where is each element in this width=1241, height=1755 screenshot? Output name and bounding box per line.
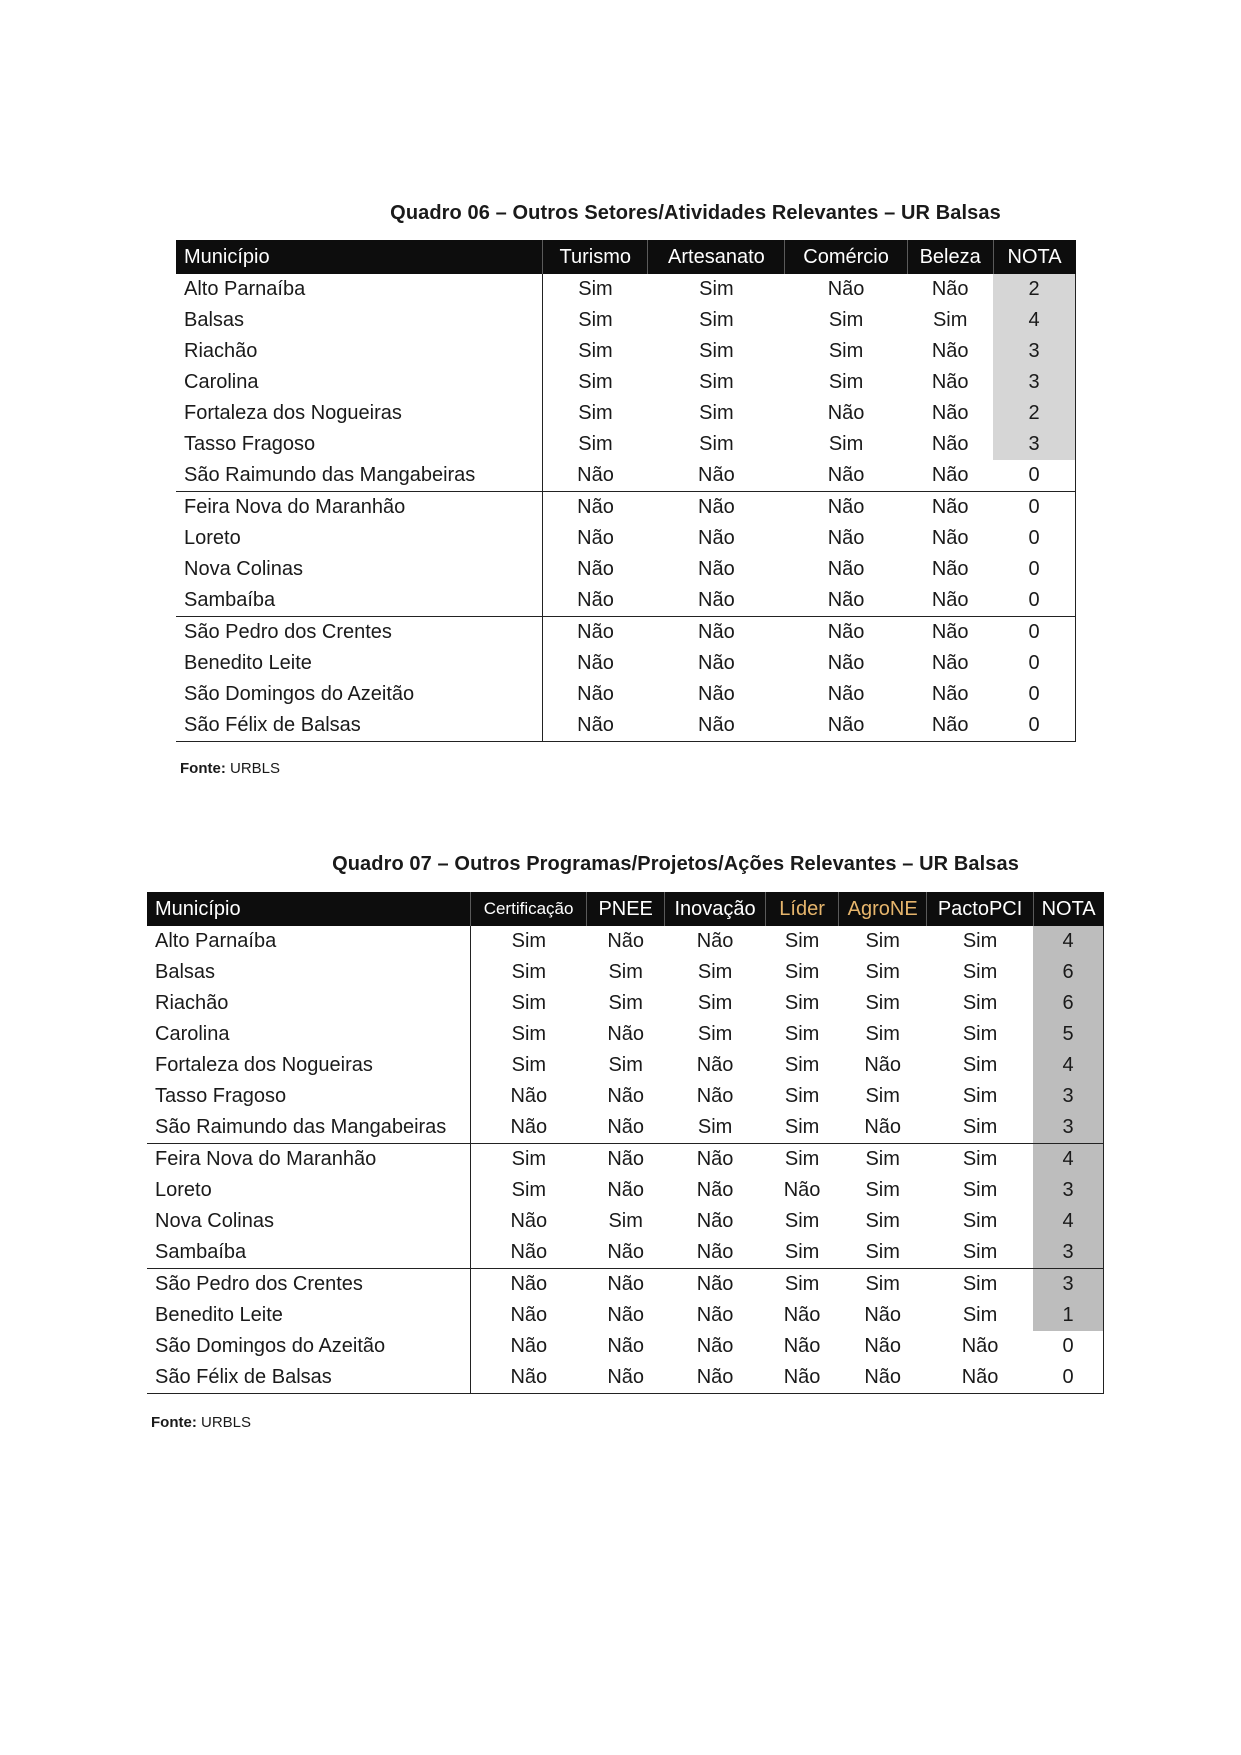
column-header: Líder: [766, 892, 839, 926]
table-row: [176, 274, 1076, 305]
municipio-cell: Carolina: [176, 367, 543, 398]
value-cell: Não: [864, 1335, 902, 1357]
municipio-cell: Sambaíba: [176, 585, 543, 617]
table-row: [147, 1331, 1104, 1362]
value-cell: Sim: [578, 371, 613, 393]
table-row: [176, 492, 1076, 524]
nota-cell: 0: [1033, 1362, 1103, 1394]
table-row: [147, 926, 1104, 957]
table-row: [147, 1081, 1104, 1112]
municipio-cell: Sambaíba: [147, 1237, 470, 1269]
municipio-cell: Feira Nova do Maranhão: [176, 492, 543, 524]
municipio-cell: Benedito Leite: [176, 648, 543, 679]
value-cell: Sim: [699, 340, 734, 362]
table-row: [176, 710, 1076, 742]
value-cell: Sim: [784, 1023, 820, 1045]
value-cell: Não: [931, 278, 969, 300]
value-cell: Não: [931, 683, 969, 705]
municipio-cell: Nova Colinas: [176, 554, 543, 585]
value-cell: Não: [648, 585, 785, 617]
value-cell: Não: [543, 585, 648, 617]
value-cell: Não: [470, 1362, 587, 1394]
value-cell: Sim: [962, 1179, 998, 1201]
quadro07-body: [147, 926, 1104, 1394]
value-cell: Sim: [865, 930, 900, 952]
value-cell: Sim: [784, 1273, 820, 1295]
value-cell: Não: [827, 652, 865, 674]
value-cell: Não: [664, 1237, 765, 1269]
value-cell: Não: [510, 1210, 548, 1232]
value-cell: Não: [577, 496, 614, 518]
value-cell: Não: [577, 683, 614, 705]
nota-cell: 0: [993, 585, 1075, 617]
value-cell: Sim: [511, 1023, 547, 1045]
value-cell: Sim: [865, 1023, 900, 1045]
column-header: Certificação: [470, 892, 587, 926]
nota-cell: 5: [1033, 1019, 1103, 1050]
value-cell: Não: [648, 710, 785, 742]
quadro07-header-row: [147, 892, 1104, 926]
value-cell: Não: [827, 496, 865, 518]
value-cell: Não: [927, 1362, 1033, 1394]
value-cell: Não: [827, 402, 865, 424]
value-cell: Sim: [699, 309, 734, 331]
value-cell: Não: [607, 1148, 645, 1170]
value-cell: Não: [696, 1179, 734, 1201]
value-cell: Sim: [962, 961, 998, 983]
municipio-cell: Benedito Leite: [147, 1300, 470, 1331]
municipio-cell: Fortaleza dos Nogueiras: [147, 1050, 470, 1081]
nota-cell: 0: [993, 710, 1075, 742]
value-cell: Sim: [962, 1273, 998, 1295]
value-cell: Sim: [828, 340, 864, 362]
municipio-cell: Alto Parnaíba: [147, 926, 470, 957]
value-cell: Não: [907, 710, 993, 742]
nota-cell: 0: [993, 617, 1075, 649]
table-row: [176, 367, 1076, 398]
table-row: [176, 585, 1076, 617]
value-cell: Não: [510, 1335, 548, 1357]
value-cell: Sim: [838, 1237, 927, 1269]
nota-cell: 3: [1033, 1175, 1103, 1206]
quadro06-table: [176, 240, 1076, 742]
value-cell: Sim: [865, 1273, 900, 1295]
nota-cell: 3: [1033, 1081, 1103, 1112]
value-cell: Sim: [784, 1210, 820, 1232]
nota-cell: 3: [1033, 1112, 1103, 1144]
value-cell: Sim: [784, 1054, 820, 1076]
value-cell: Sim: [828, 433, 864, 455]
nota-cell: 0: [993, 492, 1075, 524]
value-cell: Sim: [697, 1023, 733, 1045]
value-cell: Sim: [608, 961, 643, 983]
nota-cell: 4: [1033, 1144, 1103, 1176]
table-row: [147, 1237, 1104, 1269]
value-cell: Sim: [962, 992, 998, 1014]
municipio-cell: Loreto: [176, 523, 543, 554]
nota-cell: 3: [993, 367, 1075, 398]
nota-cell: 6: [1033, 957, 1103, 988]
value-cell: Sim: [511, 992, 547, 1014]
value-cell: Não: [931, 558, 969, 580]
value-cell: Sim: [578, 433, 613, 455]
value-cell: Não: [698, 496, 735, 518]
table-row: [176, 429, 1076, 460]
municipio-cell: Tasso Fragoso: [176, 429, 543, 460]
value-cell: Não: [931, 402, 969, 424]
value-cell: Não: [698, 652, 735, 674]
source-value: URBLS: [201, 1414, 252, 1431]
municipio-cell: São Domingos do Azeitão: [147, 1331, 470, 1362]
value-cell: Não: [864, 1304, 902, 1326]
value-cell: Sim: [865, 1210, 900, 1232]
value-cell: Não: [766, 1362, 839, 1394]
table-row: [147, 1050, 1104, 1081]
column-header: Beleza: [907, 240, 993, 274]
value-cell: Não: [907, 460, 993, 492]
municipio-cell: São Félix de Balsas: [147, 1362, 470, 1394]
value-cell: Não: [696, 1054, 734, 1076]
value-cell: Não: [470, 1112, 587, 1144]
column-header: Turismo: [543, 240, 648, 274]
source-value: URBLS: [230, 760, 281, 777]
value-cell: Sim: [511, 1054, 547, 1076]
value-cell: Sim: [699, 433, 734, 455]
value-cell: Não: [827, 278, 865, 300]
value-cell: Não: [510, 1304, 548, 1326]
value-cell: Não: [577, 527, 614, 549]
table-row: [176, 617, 1076, 649]
value-cell: Não: [607, 1085, 645, 1107]
value-cell: Sim: [608, 1210, 643, 1232]
nota-cell: 2: [993, 398, 1075, 429]
value-cell: Não: [587, 1237, 664, 1269]
value-cell: Não: [607, 1273, 645, 1295]
nota-cell: 0: [993, 554, 1075, 585]
value-cell: Sim: [578, 340, 613, 362]
value-cell: Sim: [766, 1112, 839, 1144]
value-cell: Sim: [578, 309, 613, 331]
value-cell: Não: [577, 652, 614, 674]
value-cell: Sim: [784, 961, 820, 983]
value-cell: Não: [931, 621, 969, 643]
table-row: [176, 460, 1076, 492]
column-header: Comércio: [785, 240, 907, 274]
nota-cell: 3: [1033, 1237, 1103, 1269]
value-cell: Não: [827, 683, 865, 705]
value-cell: Sim: [865, 961, 900, 983]
quadro07-source: [151, 1414, 251, 1431]
nota-cell: 6: [1033, 988, 1103, 1019]
table-row: [147, 988, 1104, 1019]
municipio-cell: Riachão: [147, 988, 470, 1019]
value-cell: Sim: [962, 1085, 998, 1107]
value-cell: Não: [827, 558, 865, 580]
value-cell: Sim: [578, 278, 613, 300]
municipio-cell: Feira Nova do Maranhão: [147, 1144, 470, 1176]
value-cell: Não: [696, 1304, 734, 1326]
column-header: Município: [176, 240, 543, 274]
column-header: NOTA: [993, 240, 1075, 274]
value-cell: Sim: [511, 961, 547, 983]
value-cell: Não: [543, 710, 648, 742]
value-cell: Não: [696, 1210, 734, 1232]
value-cell: Não: [698, 558, 735, 580]
value-cell: Não: [648, 460, 785, 492]
table-row: [147, 1112, 1104, 1144]
municipio-cell: São Raimundo das Mangabeiras: [176, 460, 543, 492]
value-cell: Não: [607, 1335, 645, 1357]
nota-cell: 1: [1033, 1300, 1103, 1331]
value-cell: Sim: [511, 1148, 547, 1170]
value-cell: Não: [607, 1179, 645, 1201]
table-row: [147, 1019, 1104, 1050]
value-cell: Sim: [962, 930, 998, 952]
value-cell: Não: [961, 1335, 999, 1357]
municipio-cell: São Pedro dos Crentes: [147, 1269, 470, 1301]
value-cell: Sim: [511, 930, 547, 952]
nota-cell: 4: [1033, 1050, 1103, 1081]
value-cell: Não: [577, 621, 614, 643]
municipio-cell: São Raimundo das Mangabeiras: [147, 1112, 470, 1144]
quadro07-caption: Quadro 07 – Outros Programas/Projetos/Ações Relevantes – UR Balsas: [332, 853, 1019, 875]
value-cell: Sim: [927, 1237, 1033, 1269]
municipio-cell: Alto Parnaíba: [176, 274, 543, 305]
table-row: [147, 1269, 1104, 1301]
municipio-cell: Nova Colinas: [147, 1206, 470, 1237]
column-header: Inovação: [664, 892, 765, 926]
value-cell: Não: [696, 1273, 734, 1295]
value-cell: Não: [931, 527, 969, 549]
municipio-cell: São Domingos do Azeitão: [176, 679, 543, 710]
value-cell: Não: [696, 930, 734, 952]
value-cell: Não: [607, 930, 645, 952]
value-cell: Não: [931, 340, 969, 362]
nota-cell: 0: [993, 460, 1075, 492]
municipio-cell: Loreto: [147, 1175, 470, 1206]
value-cell: Sim: [608, 1054, 643, 1076]
table-row: [147, 1144, 1104, 1176]
nota-cell: 3: [993, 429, 1075, 460]
quadro06-source: [180, 760, 280, 777]
value-cell: Sim: [784, 930, 820, 952]
value-cell: Sim: [927, 1112, 1033, 1144]
value-cell: Sim: [784, 1085, 820, 1107]
municipio-cell: Balsas: [147, 957, 470, 988]
nota-cell: 0: [993, 679, 1075, 710]
value-cell: Não: [907, 585, 993, 617]
table-row: [176, 398, 1076, 429]
table-row: [176, 648, 1076, 679]
value-cell: Não: [696, 1085, 734, 1107]
value-cell: Não: [664, 1362, 765, 1394]
value-cell: Não: [827, 621, 865, 643]
municipio-cell: Tasso Fragoso: [147, 1081, 470, 1112]
value-cell: Sim: [865, 1148, 900, 1170]
value-cell: Sim: [699, 402, 734, 424]
value-cell: Não: [607, 1304, 645, 1326]
table-row: [176, 679, 1076, 710]
value-cell: Não: [696, 1148, 734, 1170]
value-cell: Não: [607, 1023, 645, 1045]
value-cell: Sim: [699, 278, 734, 300]
municipio-cell: Riachão: [176, 336, 543, 367]
value-cell: Sim: [828, 371, 864, 393]
column-header: Artesanato: [648, 240, 785, 274]
value-cell: Sim: [865, 1179, 900, 1201]
value-cell: Não: [510, 1085, 548, 1107]
value-cell: Não: [785, 710, 907, 742]
value-cell: Sim: [697, 992, 733, 1014]
table-row: [176, 336, 1076, 367]
column-header: AgroNE: [838, 892, 927, 926]
value-cell: Sim: [784, 1148, 820, 1170]
value-cell: Não: [698, 683, 735, 705]
column-header: Município: [147, 892, 470, 926]
value-cell: Não: [838, 1362, 927, 1394]
source-label: Fonte:: [151, 1414, 197, 1431]
value-cell: Sim: [865, 992, 900, 1014]
table-row: [176, 554, 1076, 585]
value-cell: Sim: [962, 1054, 998, 1076]
table-row: [147, 1362, 1104, 1394]
value-cell: Não: [864, 1054, 902, 1076]
value-cell: Não: [698, 621, 735, 643]
column-header: NOTA: [1033, 892, 1103, 926]
value-cell: Não: [698, 527, 735, 549]
value-cell: Não: [577, 558, 614, 580]
quadro06-caption: Quadro 06 – Outros Setores/Atividades Relevantes – UR Balsas: [390, 202, 1001, 224]
nota-cell: 4: [1033, 1206, 1103, 1237]
municipio-cell: São Félix de Balsas: [176, 710, 543, 742]
value-cell: Não: [510, 1273, 548, 1295]
table-row: [176, 305, 1076, 336]
value-cell: Sim: [511, 1179, 547, 1201]
value-cell: Sim: [962, 1210, 998, 1232]
value-cell: Não: [783, 1179, 821, 1201]
value-cell: Não: [931, 652, 969, 674]
municipio-cell: São Pedro dos Crentes: [176, 617, 543, 649]
value-cell: Não: [931, 433, 969, 455]
value-cell: Não: [785, 460, 907, 492]
value-cell: Não: [827, 527, 865, 549]
quadro07-table: [147, 892, 1104, 1394]
value-cell: Não: [470, 1237, 587, 1269]
value-cell: Não: [783, 1304, 821, 1326]
value-cell: Não: [931, 496, 969, 518]
source-label: Fonte:: [180, 760, 226, 777]
value-cell: Sim: [962, 1023, 998, 1045]
value-cell: Não: [838, 1112, 927, 1144]
value-cell: Sim: [784, 992, 820, 1014]
value-cell: Sim: [578, 402, 613, 424]
municipio-cell: Carolina: [147, 1019, 470, 1050]
value-cell: Não: [587, 1112, 664, 1144]
table-row: [147, 1300, 1104, 1331]
value-cell: Sim: [865, 1085, 900, 1107]
quadro06-body: [176, 274, 1076, 742]
table-row: [147, 1206, 1104, 1237]
nota-cell: 3: [1033, 1269, 1103, 1301]
nota-cell: 3: [993, 336, 1075, 367]
value-cell: Não: [696, 1335, 734, 1357]
value-cell: Não: [931, 371, 969, 393]
value-cell: Não: [783, 1335, 821, 1357]
value-cell: Não: [543, 460, 648, 492]
municipio-cell: Balsas: [176, 305, 543, 336]
value-cell: Sim: [962, 1148, 998, 1170]
value-cell: Sim: [608, 992, 643, 1014]
value-cell: Sim: [962, 1304, 998, 1326]
value-cell: Não: [785, 585, 907, 617]
value-cell: Sim: [828, 309, 864, 331]
column-header: PNEE: [587, 892, 664, 926]
nota-cell: 2: [993, 274, 1075, 305]
nota-cell: 0: [1033, 1331, 1103, 1362]
nota-cell: 0: [993, 648, 1075, 679]
column-header: PactoPCI: [927, 892, 1033, 926]
nota-cell: 4: [1033, 926, 1103, 957]
nota-cell: 4: [993, 305, 1075, 336]
municipio-cell: Fortaleza dos Nogueiras: [176, 398, 543, 429]
value-cell: Sim: [766, 1237, 839, 1269]
table-row: [147, 957, 1104, 988]
quadro06-header-row: [176, 240, 1076, 274]
value-cell: Sim: [932, 309, 968, 331]
nota-cell: 0: [993, 523, 1075, 554]
value-cell: Sim: [699, 371, 734, 393]
value-cell: Não: [587, 1362, 664, 1394]
table-row: [176, 523, 1076, 554]
value-cell: Sim: [697, 961, 733, 983]
value-cell: Sim: [664, 1112, 765, 1144]
table-row: [147, 1175, 1104, 1206]
